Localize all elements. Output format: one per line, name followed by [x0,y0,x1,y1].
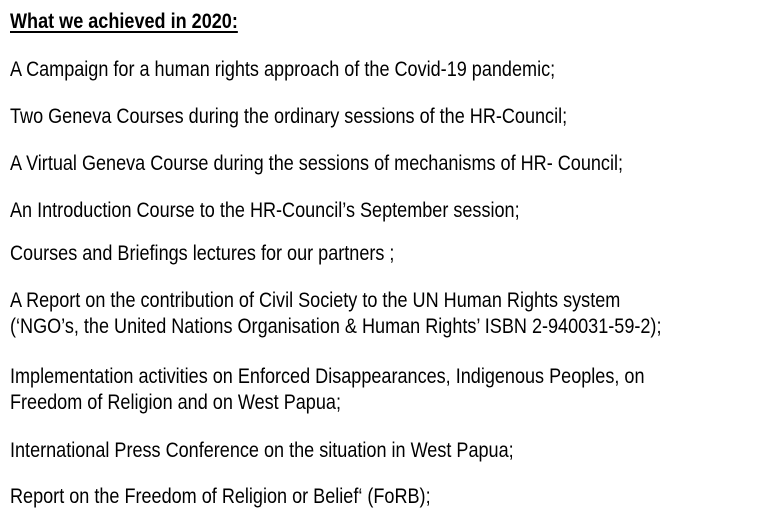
list-item [10,198,520,224]
list-item [10,104,567,130]
list-item [10,57,555,83]
list-item [10,364,644,416]
list-item-line: International Press Conference on the situation in West Papua; [10,439,514,462]
list-item-line: Freedom of Religion and on West Papua; [10,391,341,414]
list-item [10,484,431,510]
list-item-line: Two Geneva Courses during the ordinary sessions of the HR-Council; [10,105,568,128]
list-item-line: Implementation activities on Enforced Disappearances, Indigenous Peoples, on [10,365,645,388]
list-item-line: A Campaign for a human rights approach of the Covid-19 pandemic; [10,58,556,81]
list-item [10,151,623,177]
list-item [10,288,661,340]
list-item-line: An Introduction Course to the HR-Council’s September session; [10,199,520,222]
list-item [10,438,514,464]
list-item [10,241,394,267]
list-item-line: A Report on the contribution of Civil Society to the UN Human Rights system [10,289,621,312]
list-item-line: Courses and Briefings lectures for our partners ; [10,242,395,265]
list-item-line: (‘NGO’s, the United Nations Organisation & Human Rights’ ISBN 2-940031-59-2); [10,315,662,338]
list-item-line: Report on the Freedom of Religion or Belief‘ (FoRB); [10,485,431,508]
document-heading: What we achieved in 2020: [10,10,238,33]
list-item-line: A Virtual Geneva Course during the sessions of mechanisms of HR- Council; [10,152,623,175]
